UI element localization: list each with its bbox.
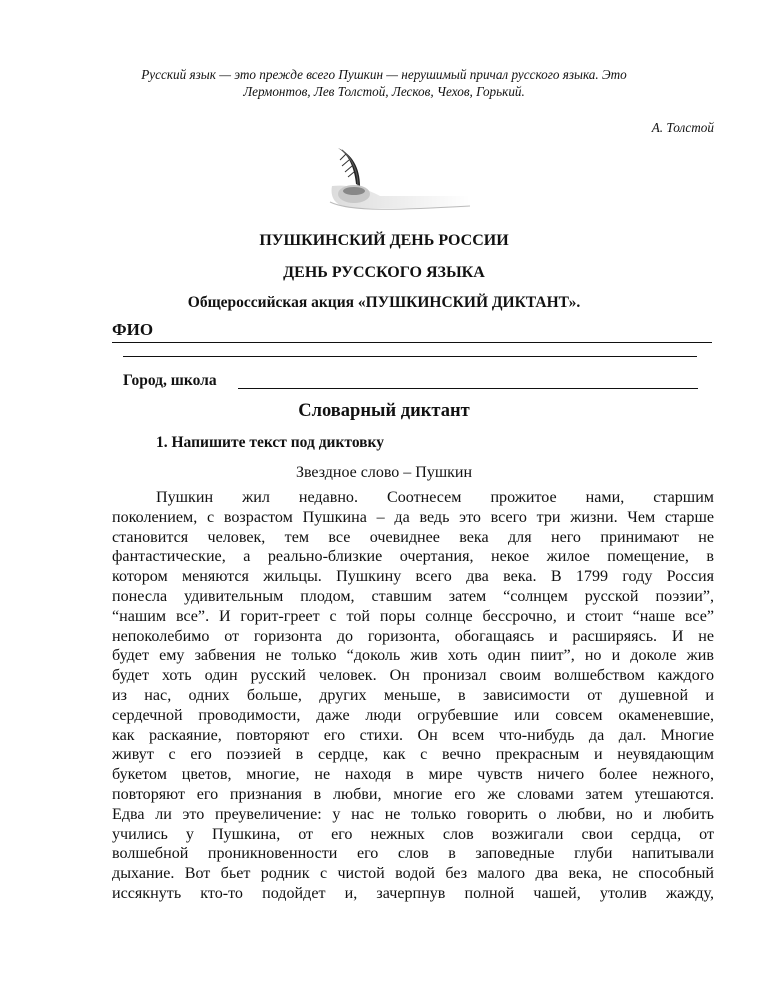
- epigraph-line-2: Лермонтов, Лев Толстой, Лесков, Чехов, Горький.: [243, 84, 525, 99]
- text-line: иссякнуть кто-то подойдет и, зачерпнув полной чашей, утолив жажду,: [112, 884, 714, 902]
- text-line: как раскаяние, повторяют его стихи. Он всем что-нибудь да дал. Многие: [112, 726, 714, 744]
- text-line: волшебной проникновенности его слов в заповедные глуби напитывали: [112, 845, 714, 863]
- epigraph-author: А. Толстой: [651, 120, 714, 135]
- text-line: будет хоть один русский человек. Он пронизал своим волшебством каждого: [112, 667, 714, 685]
- city-school-label: Город, школа: [123, 372, 217, 389]
- fio-label: ФИО: [112, 320, 154, 339]
- text-line: поколением, с возрастом Пушкина – да ведь это всего три жизни. Чем старше: [112, 508, 714, 526]
- text-line: становится человек, тем все очевиднее века для него принимают не: [112, 528, 714, 546]
- text-line: непоколебимо от горизонта до горизонта, обогащаясь и расширяясь. И не: [112, 627, 714, 645]
- text-title: Звездное слово – Пушкин: [295, 464, 473, 481]
- title-pushkin-day: ПУШКИНСКИЙ ДЕНЬ РОССИИ: [259, 232, 509, 249]
- text-line: из нас, одних больше, других меньше, в зависимости от душевной и: [112, 686, 714, 704]
- text-line: котором меняются жильцы. Пушкину всего два века. В 1799 году Россия: [112, 568, 714, 586]
- text-line: “нашим все”. И горит-греет с той поры солнце бессрочно, и стоит “наше все”: [112, 607, 714, 625]
- fio-field[interactable]: [112, 320, 712, 343]
- text-line: сердечной проводимости, даже люди огрубевшие или совсем окаменевшие,: [112, 706, 714, 724]
- section-title: Словарный диктант: [298, 401, 470, 421]
- epigraph-line-1: Русский язык — это прежде всего Пушкин — нерушимый причал русского языка. Это: [141, 67, 627, 82]
- text-line: повторяют его признания в любви, многие его же словами затем утешаются.: [112, 785, 714, 803]
- dictation-text: [112, 488, 714, 904]
- text-line: будет ему забвения не только “доколь жив хоть один пиит”, но и доколе жив: [112, 647, 714, 665]
- text-line: учились у Пушкина, от его нежных слов возжигали свои сердца, от: [112, 825, 714, 843]
- text-line: Пушкин жил недавно. Соотнесем прожитое нами, старшим: [156, 489, 714, 506]
- text-line: дыхание. Вот бьет родник с чистой водой без малого два века, не способный: [112, 865, 714, 883]
- title-action: Общероссийская акция «ПУШКИНСКИЙ ДИКТАНТ».: [187, 294, 581, 311]
- text-line: фантастические, а реально-близкие очертания, некое жилое помещение, в: [112, 548, 714, 566]
- title-russian-language-day: ДЕНЬ РУССКОГО ЯЗЫКА: [283, 264, 485, 281]
- task-instruction: 1. Напишите текст под диктовку: [156, 434, 385, 451]
- city-school-field[interactable]: [238, 388, 698, 389]
- text-line: понесла удивительным плодом, ставшим затем “солнцем русской поэзии”,: [112, 587, 714, 605]
- quill-inkwell-icon: [320, 146, 470, 216]
- text-line: букетом цветов, многие, не находя в мире чувств ничего более нежного,: [112, 766, 714, 784]
- epigraph: [100, 66, 668, 100]
- text-line: живут с его поэзией в сердце, как с вечно прекрасным и неувядающим: [112, 746, 714, 764]
- text-line: Едва ли это преувеличение: у нас не только говорить о любви, но и любить: [112, 805, 714, 823]
- fio-field-line-2[interactable]: [123, 356, 697, 357]
